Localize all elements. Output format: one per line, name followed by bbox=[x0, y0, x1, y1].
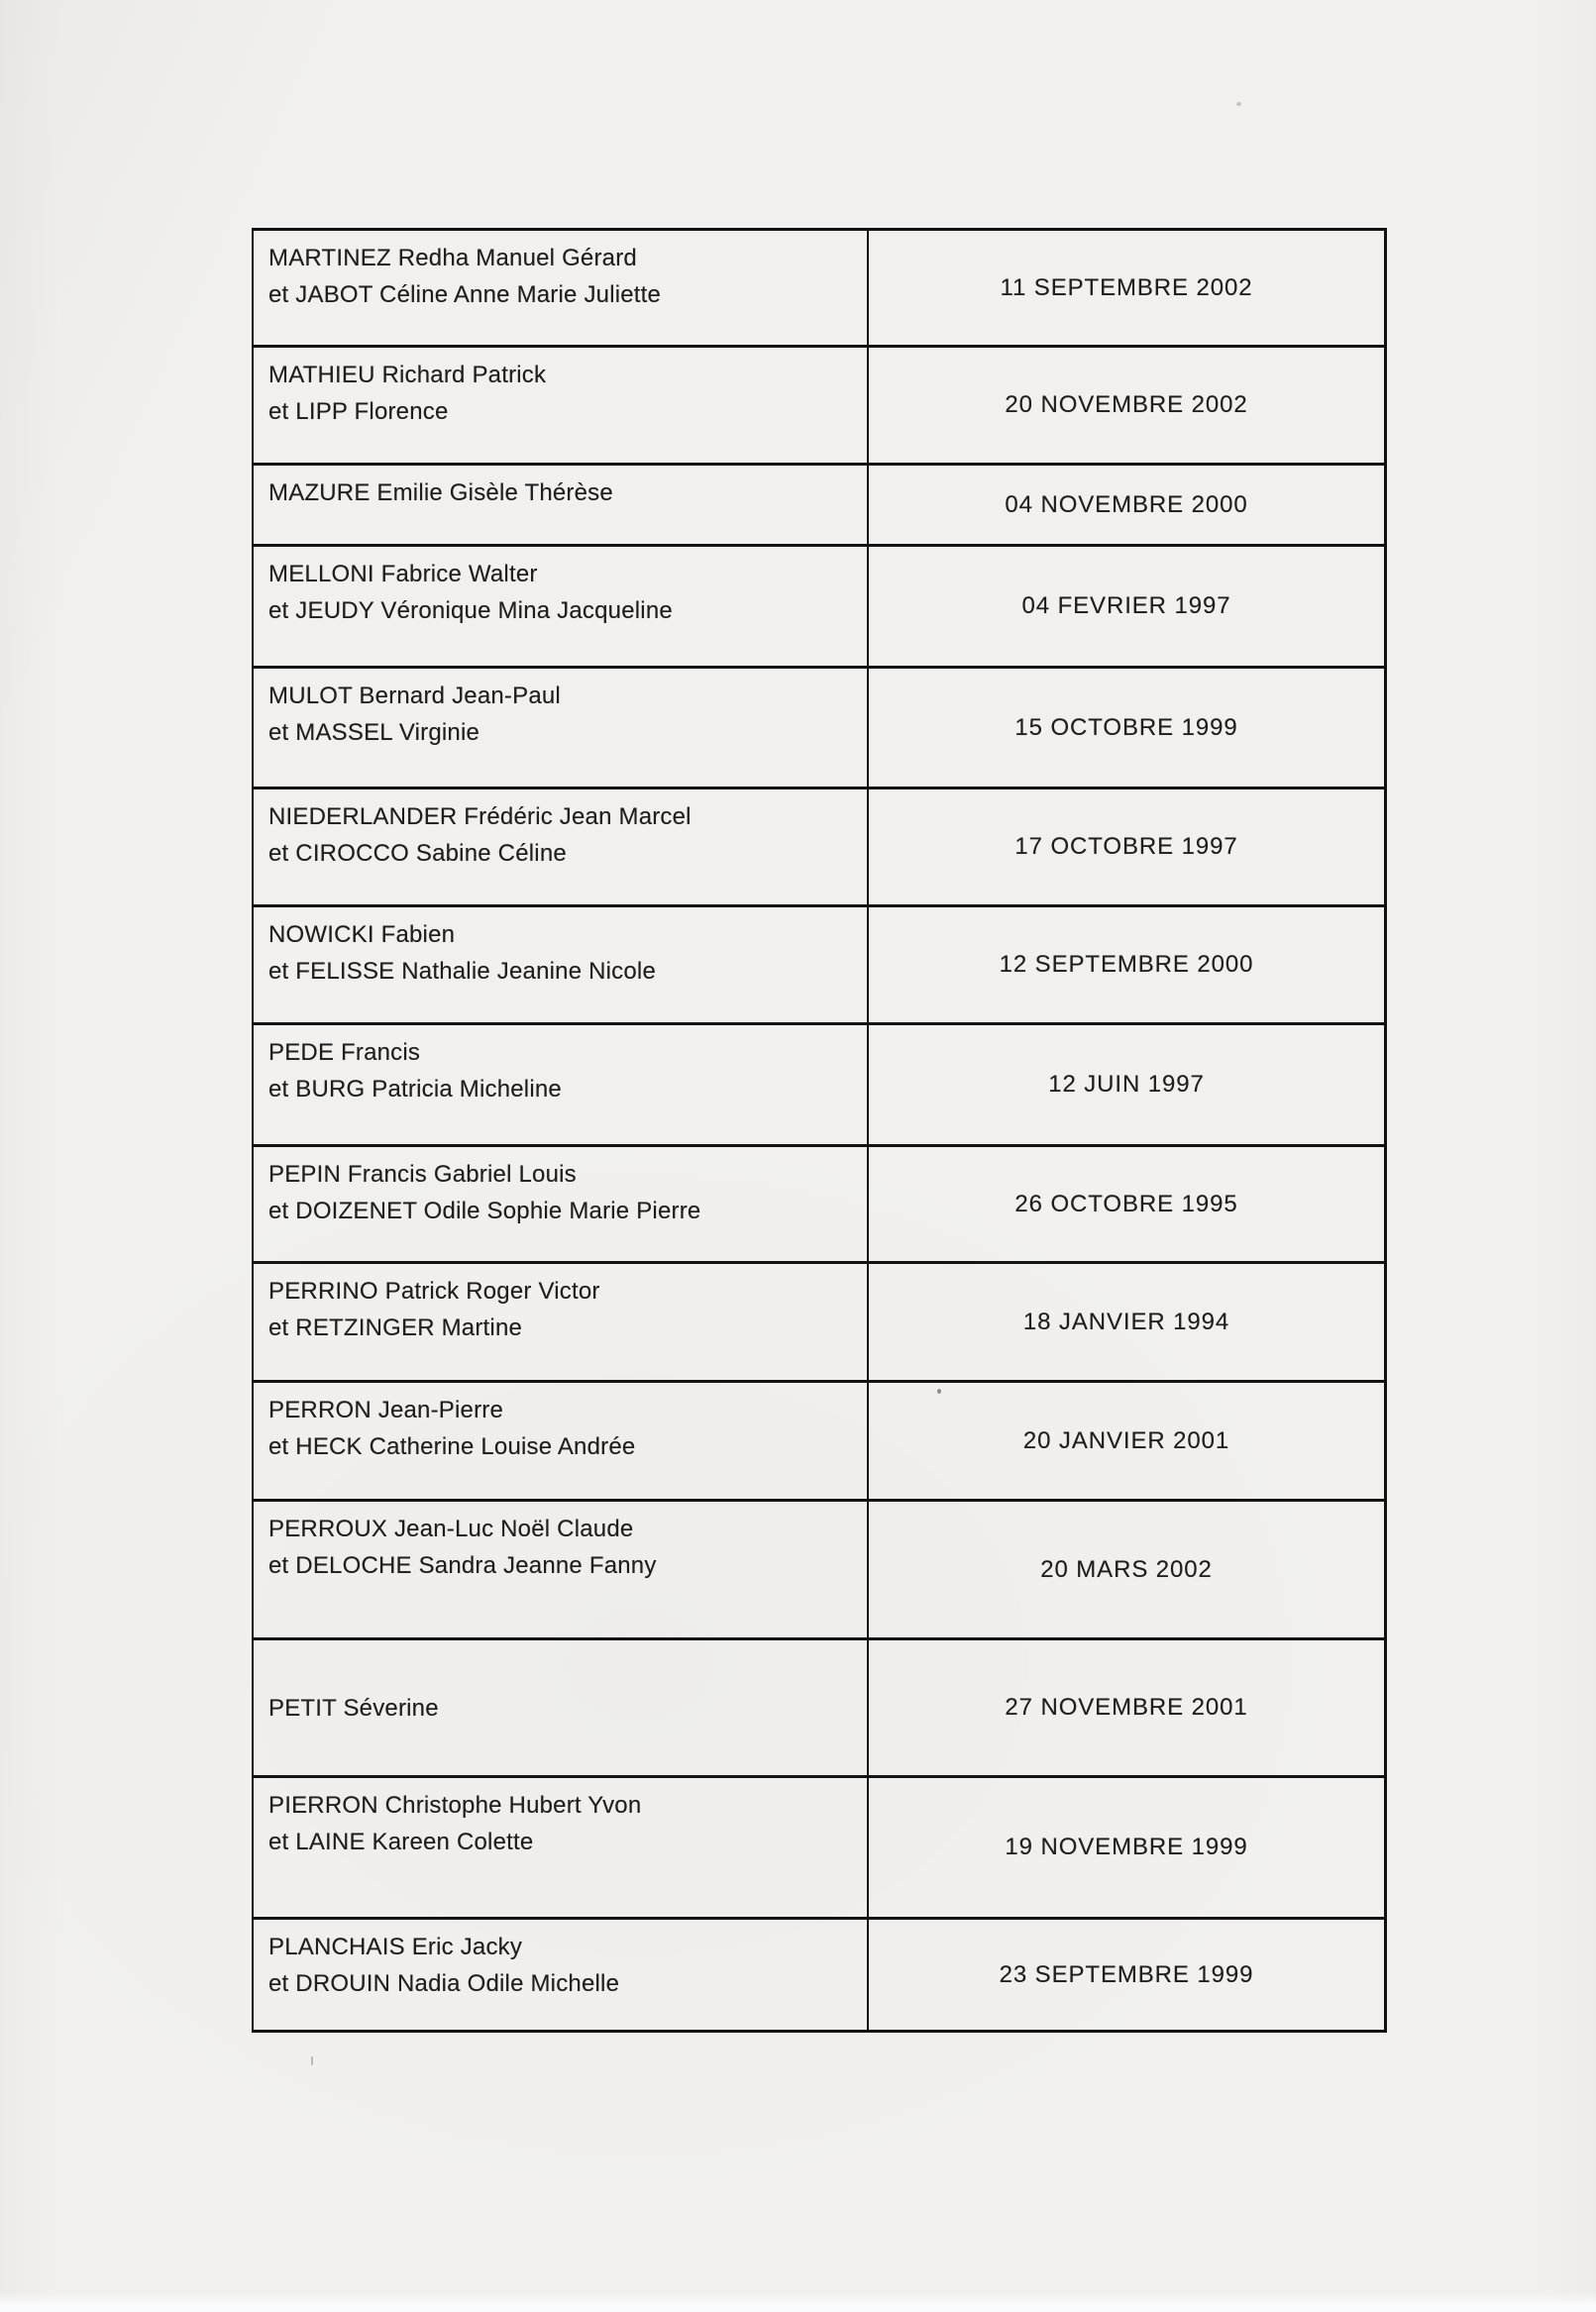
spouse-1-name: MARTINEZ Redha Manuel Gérard bbox=[268, 245, 637, 271]
marriage-date: 20 MARS 2002 bbox=[1040, 1555, 1213, 1583]
scan-speck bbox=[311, 2056, 313, 2065]
marriage-date: 19 NOVEMBRE 1999 bbox=[1005, 1834, 1248, 1860]
marriage-date: 20 JANVIER 2001 bbox=[1022, 1426, 1230, 1454]
spouse-2-name: et RETZINGER Martine bbox=[268, 1314, 523, 1341]
spouse-1-name: PIERRON Christophe Hubert Yvon bbox=[268, 1792, 642, 1819]
spouse-1-name: PERRON Jean-Pierre bbox=[268, 1397, 504, 1423]
spouse-1-name: PERRINO Patrick Roger Victor bbox=[268, 1278, 600, 1305]
table-row bbox=[254, 1383, 1384, 1502]
spouse-2-name: et LAINE Kareen Colette bbox=[268, 1829, 534, 1855]
marriage-date: 17 OCTOBRE 1997 bbox=[1014, 833, 1238, 860]
names-cell bbox=[254, 1147, 869, 1261]
table-row bbox=[254, 669, 1384, 789]
spouse-1-name: PERROUX Jean-Luc Noël Claude bbox=[268, 1516, 634, 1542]
spouse-1-name: PEDE Francis bbox=[268, 1039, 421, 1066]
marriage-date: 15 OCTOBRE 1999 bbox=[1014, 713, 1238, 741]
table-row bbox=[254, 547, 1384, 669]
table-row bbox=[254, 1640, 1384, 1778]
names-cell bbox=[254, 1025, 869, 1144]
marriage-date: 20 NOVEMBRE 2002 bbox=[1005, 391, 1248, 418]
spouse-2-name: et DELOCHE Sandra Jeanne Fanny bbox=[268, 1552, 657, 1579]
spouse-1-name: MULOT Bernard Jean-Paul bbox=[268, 683, 561, 709]
marriage-date: 04 NOVEMBRE 2000 bbox=[1005, 490, 1248, 518]
table-row bbox=[254, 1025, 1384, 1147]
spouse-2-name: et LIPP Florence bbox=[268, 398, 449, 425]
spouse-1-name: MATHIEU Richard Patrick bbox=[268, 362, 547, 388]
spouse-2-name: et DROUIN Nadia Odile Michelle bbox=[268, 1970, 620, 1997]
names-cell bbox=[254, 1920, 869, 2030]
marriage-date: 26 OCTOBRE 1995 bbox=[1014, 1190, 1238, 1217]
spouse-1-name: NOWICKI Fabien bbox=[268, 921, 456, 948]
names-cell bbox=[254, 1264, 869, 1380]
table-row bbox=[254, 1778, 1384, 1920]
spouse-2-name: et JEUDY Véronique Mina Jacqueline bbox=[268, 597, 673, 624]
names-cell bbox=[254, 789, 869, 904]
table-row bbox=[254, 1264, 1384, 1383]
names-cell bbox=[254, 547, 869, 666]
table-row bbox=[254, 1147, 1384, 1264]
spouse-2-name: et HECK Catherine Louise Andrée bbox=[268, 1433, 636, 1460]
spouse-1-name: NIEDERLANDER Frédéric Jean Marcel bbox=[268, 803, 692, 830]
marriage-date: 12 SEPTEMBRE 2000 bbox=[999, 951, 1254, 978]
marriage-date: 12 JUIN 1997 bbox=[1048, 1071, 1205, 1098]
names-cell bbox=[254, 1502, 869, 1637]
names-cell bbox=[254, 1383, 869, 1499]
table-row bbox=[254, 348, 1384, 466]
table-row bbox=[254, 789, 1384, 907]
names-cell bbox=[254, 1778, 869, 1917]
spouse-2-name: et JABOT Céline Anne Marie Juliette bbox=[268, 281, 662, 308]
names-cell bbox=[254, 669, 869, 787]
marriage-date: 11 SEPTEMBRE 2002 bbox=[1000, 273, 1253, 301]
table-row bbox=[254, 1502, 1384, 1640]
scan-speck bbox=[937, 1389, 941, 1394]
names-cell bbox=[254, 466, 869, 544]
table-row bbox=[254, 231, 1384, 348]
names-cell bbox=[254, 231, 869, 345]
spouse-1-name: MAZURE Emilie Gisèle Thérèse bbox=[268, 479, 613, 506]
marriage-date: 23 SEPTEMBRE 1999 bbox=[999, 1960, 1254, 1988]
spouse-2-name: et DOIZENET Odile Sophie Marie Pierre bbox=[268, 1198, 701, 1224]
spouse-1-name: PETIT Séverine bbox=[268, 1694, 439, 1722]
marriage-date: 04 FEVRIER 1997 bbox=[1021, 592, 1231, 619]
marriage-date: 18 JANVIER 1994 bbox=[1022, 1308, 1230, 1335]
names-cell bbox=[254, 348, 869, 463]
names-cell bbox=[254, 1640, 869, 1775]
spouse-2-name: et MASSEL Virginie bbox=[268, 719, 480, 746]
spouse-2-name: et FELISSE Nathalie Jeanine Nicole bbox=[268, 958, 657, 985]
spouse-1-name: PLANCHAIS Eric Jacky bbox=[268, 1934, 523, 1960]
spouse-2-name: et CIROCCO Sabine Céline bbox=[268, 840, 567, 867]
table-row bbox=[254, 1920, 1384, 2030]
names-cell bbox=[254, 907, 869, 1022]
marriage-register-table bbox=[252, 228, 1387, 2033]
spouse-1-name: PEPIN Francis Gabriel Louis bbox=[268, 1161, 577, 1188]
marriage-date: 27 NOVEMBRE 2001 bbox=[1005, 1694, 1248, 1721]
spouse-1-name: MELLONI Fabrice Walter bbox=[268, 561, 538, 587]
scan-speck bbox=[1236, 102, 1241, 106]
table-row bbox=[254, 466, 1384, 547]
scan-bottom-edge bbox=[0, 2292, 1596, 2312]
spouse-2-name: et BURG Patricia Micheline bbox=[268, 1076, 562, 1103]
table-row bbox=[254, 907, 1384, 1025]
